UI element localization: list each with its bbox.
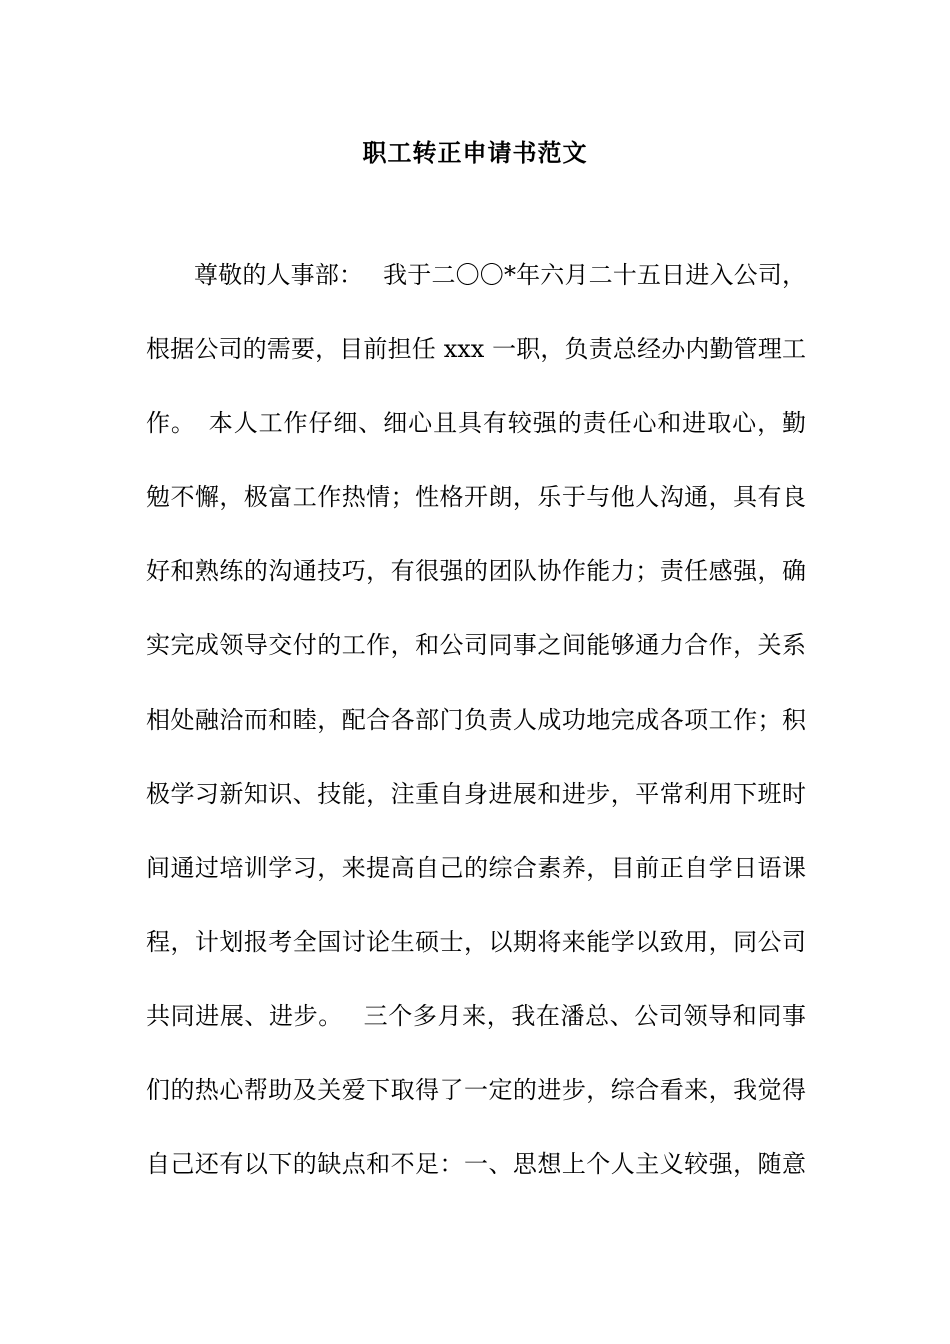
body-line: 好和熟练的沟通技巧，有很强的团队协作能力；责任感强，确 [146, 557, 806, 586]
body-line: 们的热心帮助及关爱下取得了一定的进步，综合看来，我觉得 [146, 1076, 806, 1105]
document-body [146, 258, 806, 1221]
body-line: 作。 本人工作仔细、细心且具有较强的责任心和进取心，勤 [146, 409, 806, 438]
body-line: 尊敬的人事部： 我于二〇〇*年六月二十五日进入公司， [194, 261, 806, 289]
body-line: 根据公司的需要，目前担任 xxx 一职，负责总经办内勤管理工 [146, 335, 806, 364]
body-line: 极学习新知识、技能，注重自身进展和进步，平常利用下班时 [146, 779, 806, 808]
body-line: 相处融洽而和睦，配合各部门负责人成功地完成各项工作；积 [146, 705, 806, 734]
body-line: 实完成领导交付的工作，和公司同事之间能够通力合作，关系 [146, 631, 806, 660]
body-line: 勉不懈，极富工作热情；性格开朗，乐于与他人沟通，具有良 [146, 483, 806, 512]
body-line: 间通过培训学习，来提高自己的综合素养，目前正自学日语课 [146, 853, 806, 882]
body-line: 程，计划报考全国讨论生硕士，以期将来能学以致用，同公司 [146, 927, 806, 956]
body-line: 自己还有以下的缺点和不足：一、思想上个人主义较强，随意 [146, 1150, 806, 1179]
document-title: 职工转正申请书范文 [362, 138, 588, 167]
body-line: 共同进展、进步。 三个多月来，我在潘总、公司领导和同事 [146, 1001, 806, 1030]
